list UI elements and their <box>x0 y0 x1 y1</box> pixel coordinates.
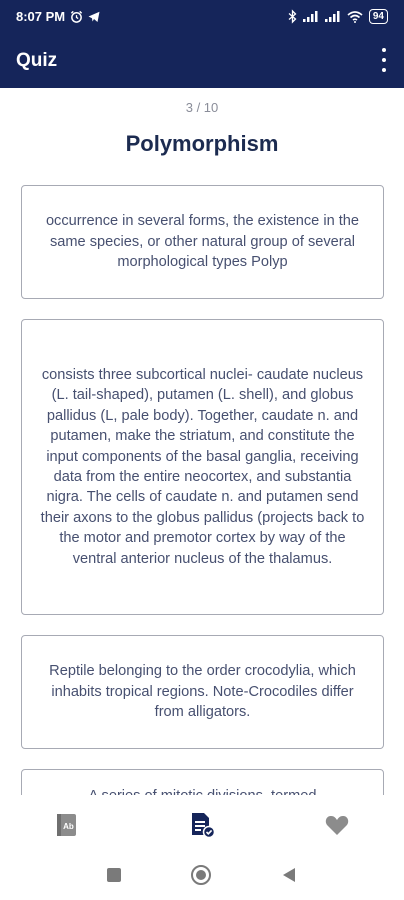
nav-flashcards[interactable] <box>54 812 80 838</box>
answer-option-text: occurrence in several forms, the existence in the same species, or other natural group of several morphological types Polyp <box>45 213 360 271</box>
battery-indicator: 94 <box>369 9 388 24</box>
answer-option[interactable] <box>21 319 384 615</box>
alarm-icon <box>70 10 83 23</box>
square-recents-icon <box>106 867 122 883</box>
status-bar <box>0 0 404 35</box>
circle-home-icon <box>190 864 212 886</box>
answer-option-text: consists three subcortical nuclei- caudate nucleus (L. tail-shaped), putamen (L. shell), and globus pallidus (L, pale body). Together, caudate n. and putamen, make the striatum, and constitute the input components of the basal ganglia, receiving data from the entire neocortex, and substantia nigra. The cells of caudate n. and putamen send their axons to the globus pallidus (projects back to the motor and premotor cortex by way of the ventral anterior nucleus of the thalamus. <box>40 366 365 567</box>
more-menu-button[interactable] <box>376 48 392 72</box>
quiz-content[interactable] <box>0 88 404 795</box>
system-navigation-bar <box>0 853 404 900</box>
question-counter: 3 / 10 <box>185 100 219 115</box>
triangle-back-icon <box>281 867 297 883</box>
signal-icon <box>325 11 341 22</box>
app-bar <box>0 35 404 88</box>
answer-option-text: Reptile belonging to the order crocodylia, which inhabits tropical regions. Note-Crocodiles differ from alligators. <box>49 663 356 721</box>
answer-option[interactable] <box>21 635 384 749</box>
status-time: 8:07 PM <box>16 9 66 24</box>
telegram-icon <box>88 11 100 23</box>
flashcards-icon <box>54 812 80 838</box>
app-title: Quiz <box>16 50 58 71</box>
more-vert-icon <box>382 48 386 52</box>
signal-icon <box>303 11 319 22</box>
home-button[interactable] <box>190 864 212 886</box>
status-right <box>288 9 388 24</box>
back-button[interactable] <box>281 867 297 883</box>
bottom-navigation <box>0 795 404 853</box>
favorites-heart-icon <box>324 812 350 838</box>
quiz-icon <box>189 812 215 838</box>
nav-quiz[interactable] <box>189 812 215 838</box>
recents-button[interactable] <box>106 867 122 883</box>
answer-option[interactable] <box>21 185 384 299</box>
question-title: Polymorphism <box>125 131 279 156</box>
bluetooth-icon <box>288 10 297 23</box>
wifi-icon <box>347 11 363 23</box>
status-left <box>16 9 100 24</box>
svg-text:Ab: Ab <box>63 822 74 831</box>
nav-favorites[interactable] <box>324 812 350 838</box>
more-vert-icon-dot <box>382 68 386 72</box>
more-vert-icon-dot <box>382 58 386 62</box>
